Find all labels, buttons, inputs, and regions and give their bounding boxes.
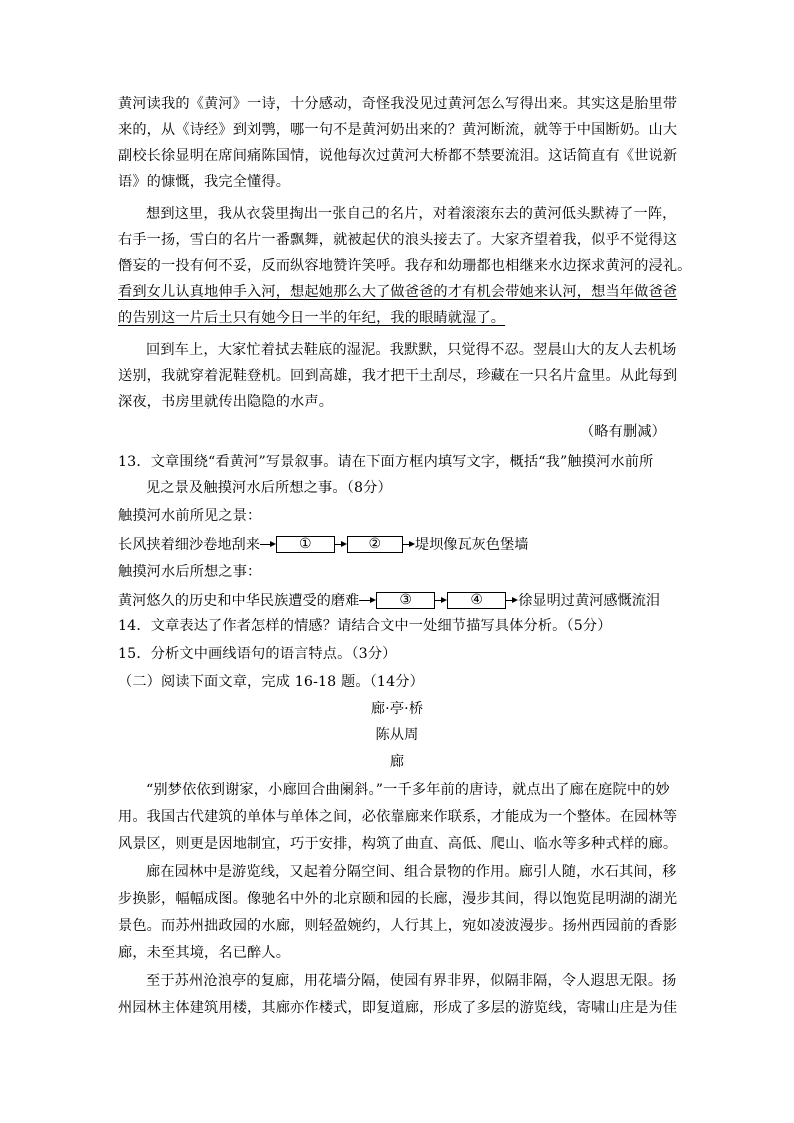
arrow-icon <box>335 539 347 549</box>
arrow-icon <box>435 595 447 605</box>
question-15-text: 15．分析文中画线语句的语言特点。（3分） <box>118 646 397 662</box>
article-line: 风景区，则更是因地制宜，巧于安排，构筑了曲直、高低、爬山、临水等多种式样的廊。 <box>118 836 678 852</box>
article-author: 陈从周 <box>375 727 419 743</box>
arrow-icon <box>260 539 276 549</box>
flow-end-text: 徐显明过黄河感慨流泪 <box>518 593 661 609</box>
article-line: 州园林主体建筑用楼，其廊亦作楼式，即复道廊，形成了多层的游览线，寄啸山庄是为佳 <box>118 1000 678 1016</box>
flow-start-text: 长风挟着细沙卷地刮来 <box>118 537 260 553</box>
section-2-instruction: （二）阅读下面文章，完成 16-18 题。（14分） <box>118 674 424 690</box>
arrow-icon <box>359 595 376 605</box>
passage-line: 语》的慷慨，我完全懂得。 <box>118 174 291 190</box>
flow-start-text: 黄河悠久的历史和中华民族遭受的磨难 <box>118 593 360 609</box>
underlined-passage-line: 的告别这一片后土只有她今日一半的年纪，我的眼睛就湿了。 <box>118 310 506 326</box>
answer-box-2[interactable]: ② <box>347 536 403 553</box>
question-13-text: 见之景及触摸河水后所想之事。（8分） <box>146 480 392 496</box>
arrow-icon <box>506 595 518 605</box>
article-line: 景色。而苏州拙政园的水廊，则轻盈婉约，人行其上，宛如凌波漫步。扬州西园前的香影 <box>118 918 678 934</box>
article-line: 至于苏州沧浪亭的复廊，用花墙分隔，使园有界非界，似隔非隔，令人遐思无限。扬 <box>146 973 677 989</box>
article-line: 用。我国古代建筑的单体与单体之间，必依靠廊来作联系，才能成为一个整体。在园林等 <box>118 809 678 825</box>
flow-after-touch <box>118 589 660 611</box>
label-before-touch: 触摸河水前所见之景： <box>118 508 262 524</box>
answer-box-4[interactable]: ④ <box>447 592 506 609</box>
answer-box-1[interactable]: ① <box>276 536 335 553</box>
passage-line: 右手一扬，雪白的名片一番飘舞，就被起伏的浪头接去了。大家齐望着我，似乎不觉得这 <box>118 232 678 248</box>
article-line: 步换影，幅幅成图。像驰名中外的北京颐和园的长廊，漫步其间，得以饱览昆明湖的湖光 <box>118 891 678 907</box>
article-line: 廊，未至其境，名已醉人。 <box>118 945 291 961</box>
question-13-text: 13．文章围绕“看黄河”写景叙事。请在下面方框内填写文字，概括“我”触摸河水前所 <box>118 454 654 470</box>
underlined-passage-line: 看到女儿认真地伸手入河，想起她那么大了做爸爸的才有机会带她来认河，想当年做爸爸 <box>118 284 678 300</box>
question-14-text: 14．文章表达了作者怎样的情感？请结合文中一处细节描写具体分析。（5分） <box>118 618 612 634</box>
label-after-touch: 触摸河水后所想之事： <box>118 564 262 580</box>
deletion-note: （略有删减） <box>579 424 666 440</box>
passage-line: 回到车上，大家忙着拭去鞋底的湿泥。我默默，只觉得不忍。翌晨山大的友人去机场 <box>146 342 677 358</box>
passage-line: 深夜，书房里就传出隐隐的水声。 <box>118 394 334 410</box>
passage-line: 黄河读我的《黄河》一诗，十分感动，奇怪我没见过黄河怎么写得出来。其实这是胎里带 <box>118 96 678 112</box>
flow-before-touch <box>118 533 528 555</box>
arrow-icon <box>403 539 415 549</box>
passage-line: 副校长徐显明在席间痛陈国情，说他每次过黄河大桥都不禁要流泪。这话简直有《世说新 <box>118 148 678 164</box>
article-line: “别梦依依到谢家，小廊回合曲阑斜。”一千多年前的唐诗，就点出了廊在庭院中的妙 <box>146 782 670 798</box>
article-subtitle: 廊 <box>389 754 405 770</box>
answer-box-3[interactable]: ③ <box>376 592 435 609</box>
passage-line: 来的，从《诗经》到刘鹗，哪一句不是黄河奶出来的？黄河断流，就等于中国断奶。山大 <box>118 122 678 138</box>
passage-line: 想到这里，我从衣袋里掏出一张自己的名片，对着滚滚东去的黄河低头默祷了一阵， <box>146 206 677 222</box>
article-line: 廊在园林中是游览线，又起着分隔空间、组合景物的作用。廊引人随，水石其间，移 <box>146 864 677 880</box>
passage-line: 送别，我就穿着泥鞋登机。回到高雄，我才把干土刮尽，珍藏在一只名片盒里。从此每到 <box>118 368 678 384</box>
article-title: 廊·亭·桥 <box>370 701 424 717</box>
passage-line: 僭妄的一投有何不妥，反而纵容地赞许笑呼。我存和幼珊都也相继来水边探求黄河的浸礼。 <box>118 258 692 274</box>
flow-end-text: 堤坝像瓦灰色堡墙 <box>414 537 529 553</box>
